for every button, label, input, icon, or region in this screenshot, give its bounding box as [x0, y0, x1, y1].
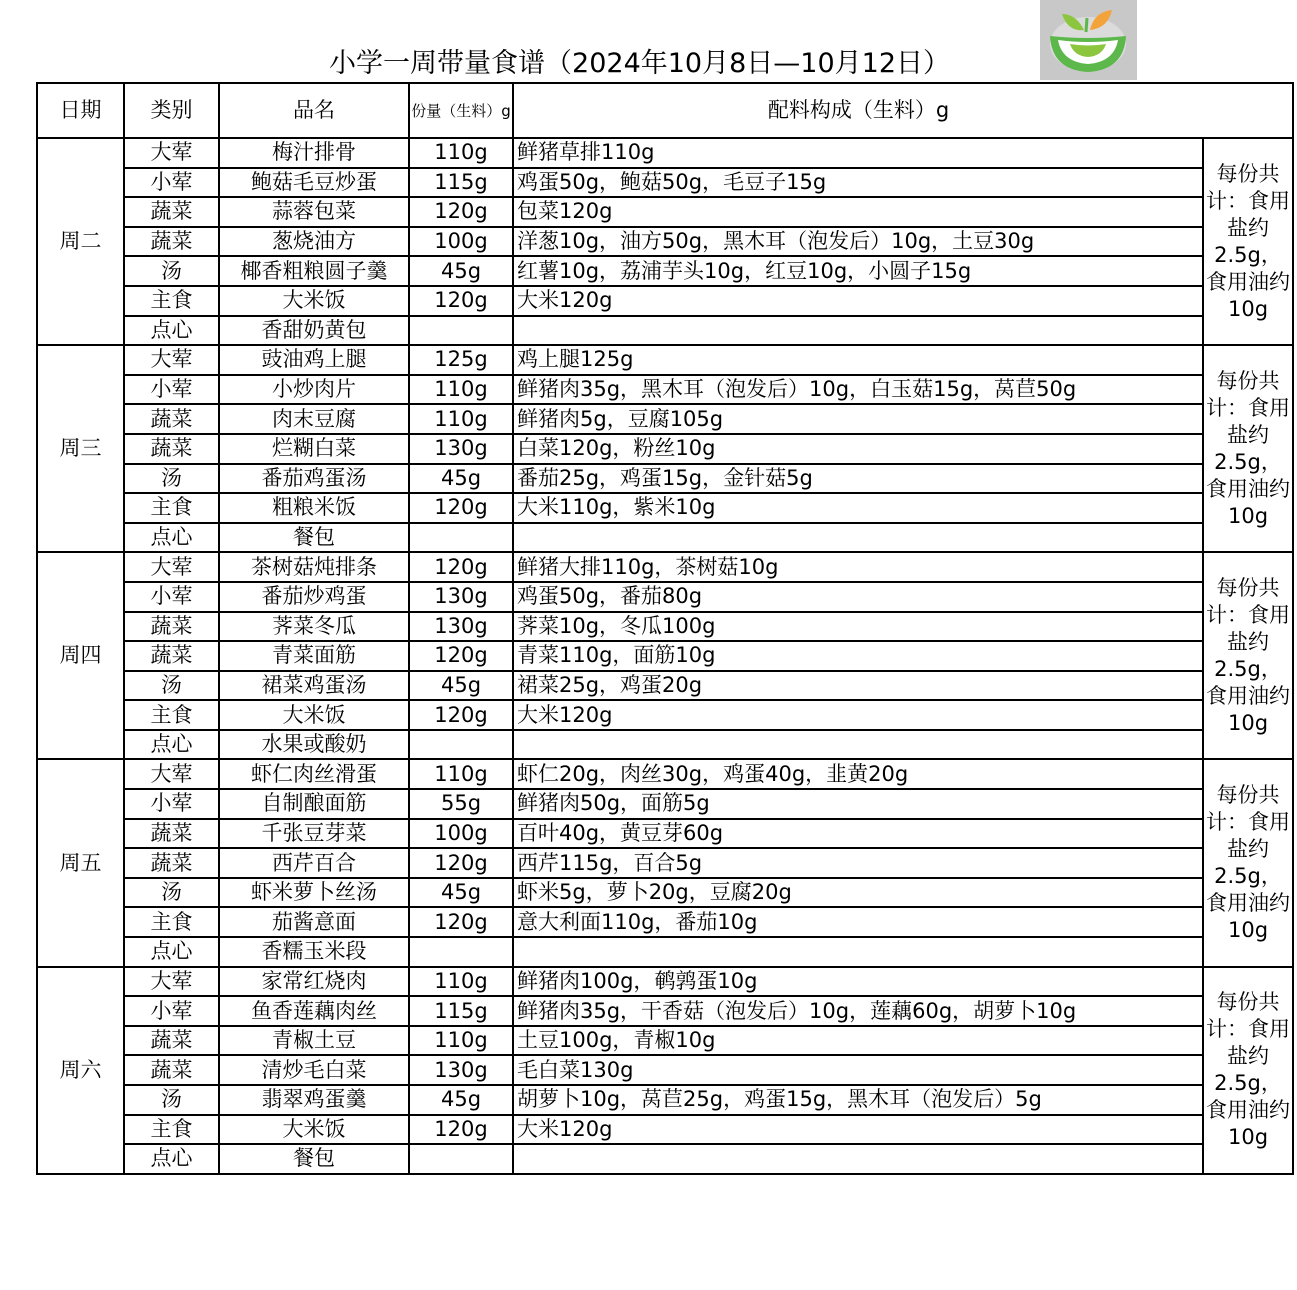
ingredients-cell: 大米120g — [513, 700, 1203, 730]
ingredients-cell — [513, 1144, 1203, 1174]
quantity-cell: 45g — [409, 1085, 513, 1115]
quantity-cell: 120g — [409, 197, 513, 227]
quantity-cell: 115g — [409, 996, 513, 1026]
category-cell: 蔬菜 — [124, 819, 219, 849]
ingredients-cell — [513, 523, 1203, 553]
dish-name-cell: 大米饭 — [219, 700, 409, 730]
header-qty — [409, 83, 513, 138]
table-row — [37, 316, 1293, 346]
category-cell: 主食 — [124, 700, 219, 730]
ingredients-cell: 鲜猪肉50g，面筋5g — [513, 789, 1203, 819]
category-cell: 点心 — [124, 730, 219, 760]
header-category: 类别 — [124, 83, 219, 138]
ingredients-cell — [513, 316, 1203, 346]
dish-name-cell: 大米饭 — [219, 286, 409, 316]
ingredients-cell: 鲜猪大排110g，茶树菇10g — [513, 552, 1203, 582]
category-cell: 点心 — [124, 937, 219, 967]
quantity-cell: 130g — [409, 434, 513, 464]
category-cell: 大荤 — [124, 552, 219, 582]
ingredients-cell: 毛白菜130g — [513, 1055, 1203, 1085]
dish-name-cell: 番茄鸡蛋汤 — [219, 464, 409, 494]
category-cell: 小荤 — [124, 789, 219, 819]
quantity-cell: 110g — [409, 404, 513, 434]
page-title: 小学一周带量食谱（2024年10月8日—10月12日） — [329, 48, 950, 79]
table-row — [37, 1115, 1293, 1145]
quantity-cell: 100g — [409, 819, 513, 849]
dish-name-cell: 梅汁排骨 — [219, 138, 409, 168]
table-row — [37, 256, 1293, 286]
dish-name-cell: 烂糊白菜 — [219, 434, 409, 464]
ingredients-cell: 西芹115g，百合5g — [513, 848, 1203, 878]
quantity-cell: 110g — [409, 138, 513, 168]
table-row — [37, 523, 1293, 553]
category-cell: 大荤 — [124, 345, 219, 375]
quantity-cell: 120g — [409, 848, 513, 878]
category-cell: 蔬菜 — [124, 434, 219, 464]
dish-name-cell: 椰香粗粮圆子羹 — [219, 256, 409, 286]
table-row — [37, 138, 1293, 168]
ingredients-cell: 大米120g — [513, 286, 1203, 316]
table-row — [37, 967, 1293, 997]
table-row — [37, 227, 1293, 257]
dish-name-cell: 家常红烧肉 — [219, 967, 409, 997]
bowl-leaf-logo — [1040, 0, 1137, 80]
quantity-cell — [409, 730, 513, 760]
header-dish: 品名 — [219, 83, 409, 138]
dish-name-cell: 水果或酸奶 — [219, 730, 409, 760]
category-cell: 大荤 — [124, 967, 219, 997]
dish-name-cell: 葱烧油方 — [219, 227, 409, 257]
table-row — [37, 582, 1293, 612]
category-cell: 小荤 — [124, 582, 219, 612]
day-label: 周二 — [37, 138, 124, 345]
seasoning-note: 每份共计：食用盐约2.5g，食用油约10g — [1203, 759, 1293, 966]
dish-name-cell: 粗粮米饭 — [219, 493, 409, 523]
category-cell: 汤 — [124, 671, 219, 701]
category-cell: 蔬菜 — [124, 1026, 219, 1056]
menu-table — [36, 82, 1294, 1175]
quantity-cell: 115g — [409, 168, 513, 198]
ingredients-cell: 鲜猪草排110g — [513, 138, 1203, 168]
category-cell: 蔬菜 — [124, 404, 219, 434]
dish-name-cell: 茄酱意面 — [219, 907, 409, 937]
quantity-cell: 120g — [409, 493, 513, 523]
ingredients-cell: 意大利面110g，番茄10g — [513, 907, 1203, 937]
table-row — [37, 552, 1293, 582]
ingredients-cell: 鲜猪肉35g，干香菇（泡发后）10g，莲藕60g，胡萝卜10g — [513, 996, 1203, 1026]
quantity-cell: 45g — [409, 256, 513, 286]
day-label: 周三 — [37, 345, 124, 552]
table-row — [37, 612, 1293, 642]
category-cell: 蔬菜 — [124, 612, 219, 642]
category-cell: 蔬菜 — [124, 197, 219, 227]
ingredients-cell: 荠菜10g，冬瓜100g — [513, 612, 1203, 642]
category-cell: 主食 — [124, 493, 219, 523]
category-cell: 汤 — [124, 464, 219, 494]
table-row — [37, 1055, 1293, 1085]
quantity-cell: 110g — [409, 1026, 513, 1056]
ingredients-cell: 鲜猪肉5g，豆腐105g — [513, 404, 1203, 434]
quantity-cell: 130g — [409, 582, 513, 612]
ingredients-cell: 鸡上腿125g — [513, 345, 1203, 375]
ingredients-cell: 包菜120g — [513, 197, 1203, 227]
quantity-cell: 120g — [409, 907, 513, 937]
quantity-cell: 45g — [409, 671, 513, 701]
quantity-cell: 45g — [409, 878, 513, 908]
category-cell: 主食 — [124, 1115, 219, 1145]
header-ingredients: 配料构成（生料）g — [513, 83, 1203, 138]
category-cell: 汤 — [124, 878, 219, 908]
dish-name-cell: 翡翠鸡蛋羹 — [219, 1085, 409, 1115]
logo-graphic — [1040, 0, 1137, 80]
header-qty-label: 份量（生料）g — [411, 102, 511, 120]
quantity-cell: 55g — [409, 789, 513, 819]
quantity-cell: 120g — [409, 641, 513, 671]
category-cell: 点心 — [124, 523, 219, 553]
table-row — [37, 1085, 1293, 1115]
ingredients-cell — [513, 730, 1203, 760]
table-row — [37, 641, 1293, 671]
category-cell: 蔬菜 — [124, 1055, 219, 1085]
table-row — [37, 1026, 1293, 1056]
ingredients-cell: 鸡蛋50g，鲍菇50g，毛豆子15g — [513, 168, 1203, 198]
dish-name-cell: 大米饭 — [219, 1115, 409, 1145]
table-row — [37, 345, 1293, 375]
ingredients-cell: 大米110g，紫米10g — [513, 493, 1203, 523]
category-cell: 汤 — [124, 256, 219, 286]
category-cell: 蔬菜 — [124, 641, 219, 671]
quantity-cell: 130g — [409, 612, 513, 642]
dish-name-cell: 鱼香莲藕肉丝 — [219, 996, 409, 1026]
quantity-cell: 120g — [409, 286, 513, 316]
dish-name-cell: 裙菜鸡蛋汤 — [219, 671, 409, 701]
dish-name-cell: 餐包 — [219, 523, 409, 553]
table-row — [37, 434, 1293, 464]
header-date: 日期 — [37, 83, 124, 138]
dish-name-cell: 西芹百合 — [219, 848, 409, 878]
quantity-cell: 45g — [409, 464, 513, 494]
day-label: 周五 — [37, 759, 124, 966]
quantity-cell — [409, 316, 513, 346]
table-row — [37, 168, 1293, 198]
quantity-cell — [409, 937, 513, 967]
category-cell: 汤 — [124, 1085, 219, 1115]
quantity-cell: 110g — [409, 759, 513, 789]
quantity-cell: 110g — [409, 375, 513, 405]
dish-name-cell: 肉末豆腐 — [219, 404, 409, 434]
seasoning-note: 每份共计：食用盐约2.5g，食用油约10g — [1203, 138, 1293, 345]
quantity-cell: 120g — [409, 1115, 513, 1145]
dish-name-cell: 虾米萝卜丝汤 — [219, 878, 409, 908]
seasoning-note: 每份共计：食用盐约2.5g，食用油约10g — [1203, 345, 1293, 552]
seasoning-note: 每份共计：食用盐约2.5g，食用油约10g — [1203, 552, 1293, 759]
quantity-cell: 130g — [409, 1055, 513, 1085]
table-row — [37, 493, 1293, 523]
ingredients-cell: 洋葱10g，油方50g，黑木耳（泡发后）10g，土豆30g — [513, 227, 1203, 257]
table-row — [37, 1144, 1293, 1174]
category-cell: 小荤 — [124, 996, 219, 1026]
ingredients-cell — [513, 937, 1203, 967]
dish-name-cell: 茶树菇炖排条 — [219, 552, 409, 582]
category-cell: 蔬菜 — [124, 227, 219, 257]
table-row — [37, 819, 1293, 849]
ingredients-cell: 胡萝卜10g，莴苣25g，鸡蛋15g，黑木耳（泡发后）5g — [513, 1085, 1203, 1115]
table-row — [37, 464, 1293, 494]
dish-name-cell: 番茄炒鸡蛋 — [219, 582, 409, 612]
category-cell: 蔬菜 — [124, 848, 219, 878]
table-row — [37, 937, 1293, 967]
dish-name-cell: 自制酿面筋 — [219, 789, 409, 819]
dish-name-cell: 鲍菇毛豆炒蛋 — [219, 168, 409, 198]
table-row — [37, 700, 1293, 730]
quantity-cell: 120g — [409, 552, 513, 582]
day-label: 周四 — [37, 552, 124, 759]
table-row — [37, 671, 1293, 701]
quantity-cell — [409, 523, 513, 553]
category-cell: 大荤 — [124, 759, 219, 789]
dish-name-cell: 香甜奶黄包 — [219, 316, 409, 346]
category-cell: 点心 — [124, 316, 219, 346]
quantity-cell: 120g — [409, 700, 513, 730]
dish-name-cell: 青菜面筋 — [219, 641, 409, 671]
dish-name-cell: 小炒肉片 — [219, 375, 409, 405]
quantity-cell: 125g — [409, 345, 513, 375]
category-cell: 大荤 — [124, 138, 219, 168]
ingredients-cell: 裙菜25g，鸡蛋20g — [513, 671, 1203, 701]
table-row — [37, 789, 1293, 819]
category-cell: 点心 — [124, 1144, 219, 1174]
table-row — [37, 730, 1293, 760]
ingredients-cell: 鸡蛋50g，番茄80g — [513, 582, 1203, 612]
ingredients-cell: 土豆100g，青椒10g — [513, 1026, 1203, 1056]
dish-name-cell: 千张豆芽菜 — [219, 819, 409, 849]
ingredients-cell: 虾米5g，萝卜20g，豆腐20g — [513, 878, 1203, 908]
dish-name-cell: 蒜蓉包菜 — [219, 197, 409, 227]
table-row — [37, 878, 1293, 908]
dish-name-cell: 青椒土豆 — [219, 1026, 409, 1056]
table-row — [37, 197, 1293, 227]
dish-name-cell: 虾仁肉丝滑蛋 — [219, 759, 409, 789]
ingredients-cell: 大米120g — [513, 1115, 1203, 1145]
ingredients-cell: 虾仁20g，肉丝30g，鸡蛋40g，韭黄20g — [513, 759, 1203, 789]
dish-name-cell: 餐包 — [219, 1144, 409, 1174]
category-cell: 主食 — [124, 907, 219, 937]
table-row — [37, 907, 1293, 937]
quantity-cell: 110g — [409, 967, 513, 997]
table-header-row — [37, 83, 1293, 138]
category-cell: 主食 — [124, 286, 219, 316]
ingredients-cell: 白菜120g，粉丝10g — [513, 434, 1203, 464]
dish-name-cell: 荠菜冬瓜 — [219, 612, 409, 642]
ingredients-cell: 鲜猪肉100g，鹌鹑蛋10g — [513, 967, 1203, 997]
dish-name-cell: 豉油鸡上腿 — [219, 345, 409, 375]
table-row — [37, 286, 1293, 316]
ingredients-cell: 百叶40g，黄豆芽60g — [513, 819, 1203, 849]
category-cell: 小荤 — [124, 375, 219, 405]
table-row — [37, 375, 1293, 405]
seasoning-note: 每份共计：食用盐约2.5g，食用油约10g — [1203, 967, 1293, 1174]
day-label: 周六 — [37, 967, 124, 1174]
dish-name-cell: 香糯玉米段 — [219, 937, 409, 967]
menu-table-body — [37, 83, 1293, 1174]
quantity-cell — [409, 1144, 513, 1174]
table-row — [37, 848, 1293, 878]
header-note-blank — [1203, 83, 1293, 138]
ingredients-cell: 红薯10g，荔浦芋头10g，红豆10g，小圆子15g — [513, 256, 1203, 286]
ingredients-cell: 青菜110g，面筋10g — [513, 641, 1203, 671]
category-cell: 小荤 — [124, 168, 219, 198]
quantity-cell: 100g — [409, 227, 513, 257]
table-row — [37, 996, 1293, 1026]
table-row — [37, 404, 1293, 434]
dish-name-cell: 清炒毛白菜 — [219, 1055, 409, 1085]
ingredients-cell: 番茄25g，鸡蛋15g，金针菇5g — [513, 464, 1203, 494]
table-row — [37, 759, 1293, 789]
ingredients-cell: 鲜猪肉35g，黑木耳（泡发后）10g，白玉菇15g，莴苣50g — [513, 375, 1203, 405]
